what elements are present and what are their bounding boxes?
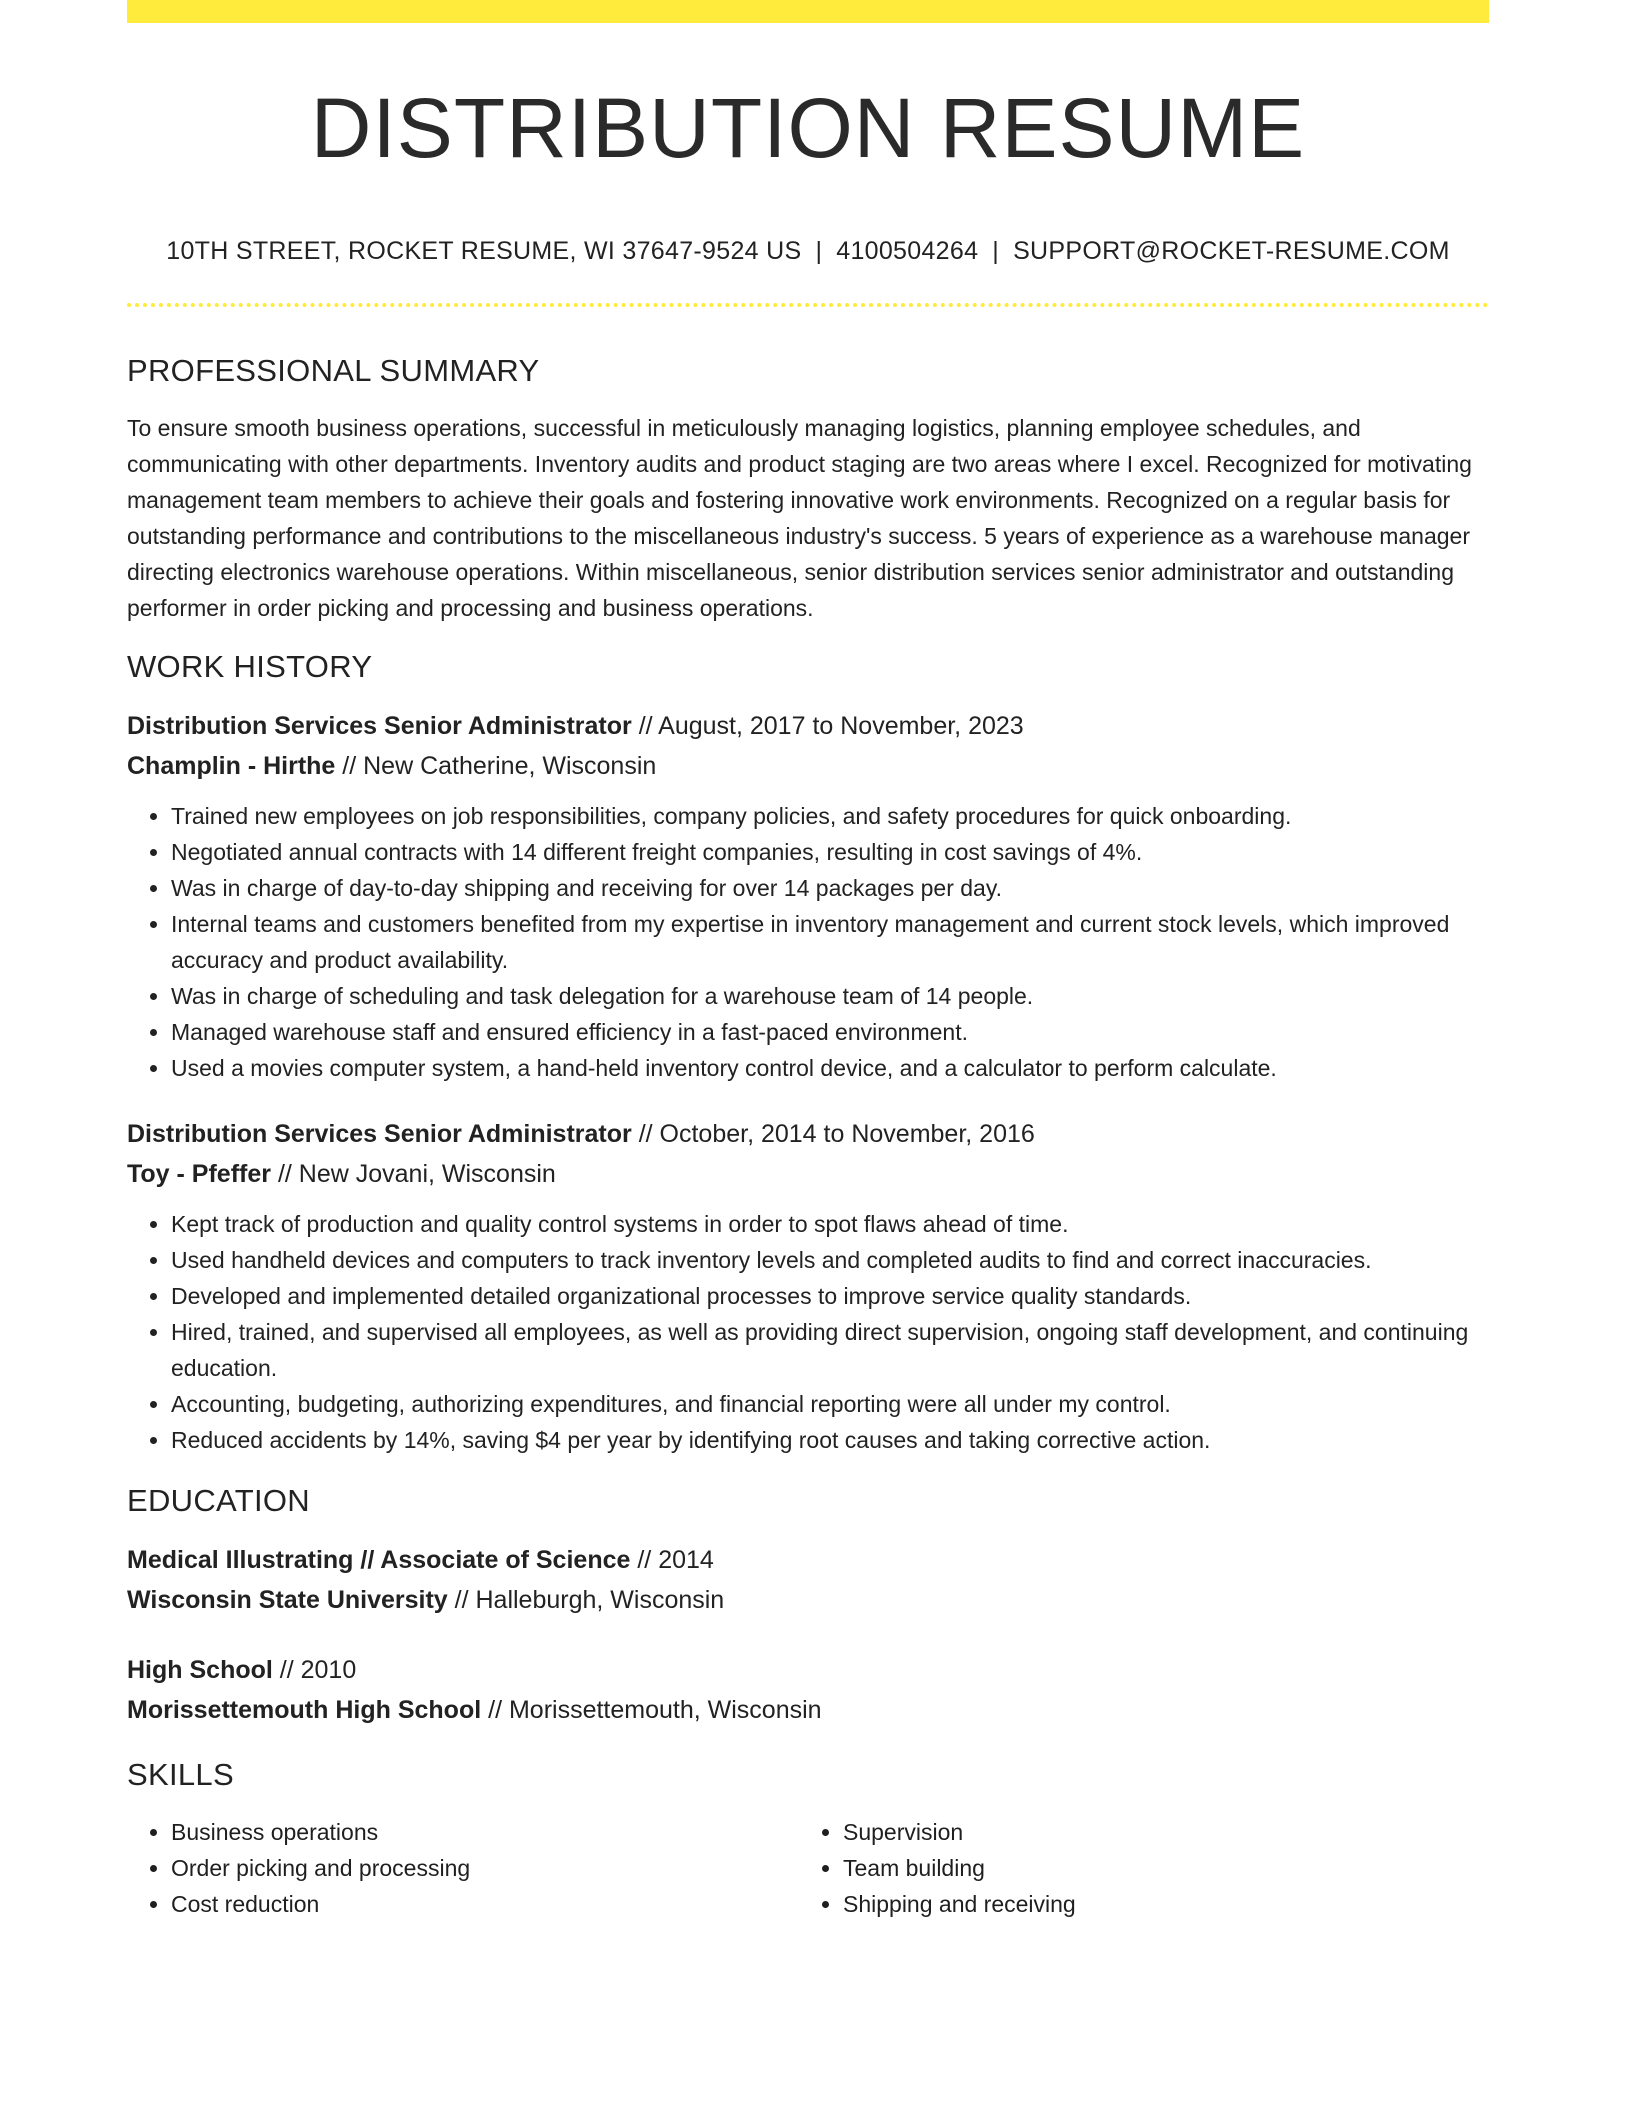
contact-separator: | bbox=[992, 237, 1000, 265]
skill-item: • Shipping and receiving bbox=[843, 1886, 1471, 1922]
edu-year: // 2010 bbox=[272, 1656, 357, 1684]
address: 10TH STREET, ROCKET RESUME, WI 37647-9524 US bbox=[166, 237, 802, 265]
summary-text: To ensure smooth business operations, successful in meticulously managing logistics, planning employee schedules, and communicating with other departments. Inventory audits and product staging are two areas where I excel. Recognized for motivating management team members to achieve their goals and fostering innovative work environments. Recognized on a regular basis for outstanding performance and contributions to the miscellaneous industry's success. 5 years of experience as a warehouse manager directing electronics warehouse operations. Within miscellaneous, senior distribution services senior administrator and outstanding performer in order picking and processing and business operations. bbox=[127, 415, 1472, 621]
job-bullets bbox=[127, 798, 1489, 1086]
skill-item: • Order picking and processing bbox=[171, 1850, 799, 1886]
list-item: • Accounting, budgeting, authorizing expenditures, and financial reporting were all under my control. bbox=[171, 1386, 1489, 1422]
education-entry bbox=[127, 1650, 1489, 1730]
job-dates: // August, 2017 to November, 2023 bbox=[631, 712, 1024, 740]
list-item: • Hired, trained, and supervised all employees, as well as providing direct supervision, ongoing staff development, and continuing education. bbox=[171, 1314, 1489, 1386]
edu-degree-line bbox=[127, 1540, 1489, 1580]
list-item: • Used a movies computer system, a hand-held inventory control device, and a calculator to perform calculate. bbox=[171, 1050, 1489, 1086]
edu-degree: High School bbox=[127, 1656, 273, 1684]
list-item: • Reduced accidents by 14%, saving $4 per year by identifying root causes and taking corrective action. bbox=[171, 1422, 1489, 1458]
list-item: • Kept track of production and quality control systems in order to spot flaws ahead of time. bbox=[171, 1206, 1489, 1242]
job-title-line bbox=[127, 706, 1489, 746]
contact-line bbox=[127, 234, 1489, 268]
edu-year: // 2014 bbox=[630, 1546, 714, 1574]
job-title-line bbox=[127, 1114, 1489, 1154]
job-dates: // October, 2014 to November, 2016 bbox=[631, 1120, 1035, 1148]
list-item: • Was in charge of scheduling and task delegation for a warehouse team of 14 people. bbox=[171, 978, 1489, 1014]
edu-location: // Morissettemouth, Wisconsin bbox=[481, 1696, 822, 1724]
section-heading-skills: SKILLS bbox=[127, 1757, 234, 1792]
edu-degree: Medical Illustrating // Associate of Science bbox=[127, 1546, 631, 1574]
skill-item: • Business operations bbox=[171, 1814, 799, 1850]
job-title: Distribution Services Senior Administrator bbox=[127, 1120, 632, 1148]
job-bullets bbox=[127, 1206, 1489, 1458]
dotted-divider bbox=[127, 303, 1489, 307]
email: SUPPORT@ROCKET-RESUME.COM bbox=[1013, 237, 1450, 265]
job-location: // New Catherine, Wisconsin bbox=[335, 752, 657, 780]
edu-school: Wisconsin State University bbox=[127, 1586, 448, 1614]
list-item: • Developed and implemented detailed organizational processes to improve service quality standards. bbox=[171, 1278, 1489, 1314]
skill-item: • Cost reduction bbox=[171, 1886, 799, 1922]
edu-school-line bbox=[127, 1580, 1489, 1620]
list-item: • Negotiated annual contracts with 14 different freight companies, resulting in cost savings of 4%. bbox=[171, 834, 1489, 870]
resume-content bbox=[127, 350, 1489, 1922]
edu-location: // Halleburgh, Wisconsin bbox=[447, 1586, 725, 1614]
edu-school-line bbox=[127, 1690, 1489, 1730]
job-location: // New Jovani, Wisconsin bbox=[271, 1160, 556, 1188]
section-heading-work: WORK HISTORY bbox=[127, 649, 373, 684]
list-item: • Internal teams and customers benefited from my expertise in inventory management and current stock levels, which improved accuracy and product availability. bbox=[171, 906, 1489, 978]
job-entry bbox=[127, 706, 1489, 1086]
contact-separator: | bbox=[815, 237, 823, 265]
job-company: Champlin - Hirthe bbox=[127, 752, 336, 780]
list-item: • Used handheld devices and computers to track inventory levels and completed audits to find and correct inaccuracies. bbox=[171, 1242, 1489, 1278]
edu-degree-line bbox=[127, 1650, 1489, 1690]
edu-school: Morissettemouth High School bbox=[127, 1696, 482, 1724]
job-entry bbox=[127, 1114, 1489, 1458]
skill-item: • Team building bbox=[843, 1850, 1471, 1886]
accent-bar bbox=[127, 0, 1489, 23]
skill-item: • Supervision bbox=[843, 1814, 1471, 1850]
section-heading-summary: PROFESSIONAL SUMMARY bbox=[127, 353, 540, 388]
job-company-line bbox=[127, 1154, 1489, 1194]
resume-name: DISTRIBUTION RESUME bbox=[310, 81, 1306, 175]
list-item: • Was in charge of day-to-day shipping and receiving for over 14 packages per day. bbox=[171, 870, 1489, 906]
list-item: • Managed warehouse staff and ensured efficiency in a fast-paced environment. bbox=[171, 1014, 1489, 1050]
section-heading-education: EDUCATION bbox=[127, 1483, 310, 1518]
skills-column bbox=[127, 1814, 799, 1922]
phone: 4100504264 bbox=[836, 237, 979, 265]
job-company: Toy - Pfeffer bbox=[127, 1160, 271, 1188]
skills-column bbox=[799, 1814, 1471, 1922]
list-item: • Trained new employees on job responsibilities, company policies, and safety procedures for quick onboarding. bbox=[171, 798, 1489, 834]
education-entry bbox=[127, 1540, 1489, 1620]
job-title: Distribution Services Senior Administrator bbox=[127, 712, 632, 740]
skills-list bbox=[127, 1814, 1489, 1922]
job-company-line bbox=[127, 746, 1489, 786]
